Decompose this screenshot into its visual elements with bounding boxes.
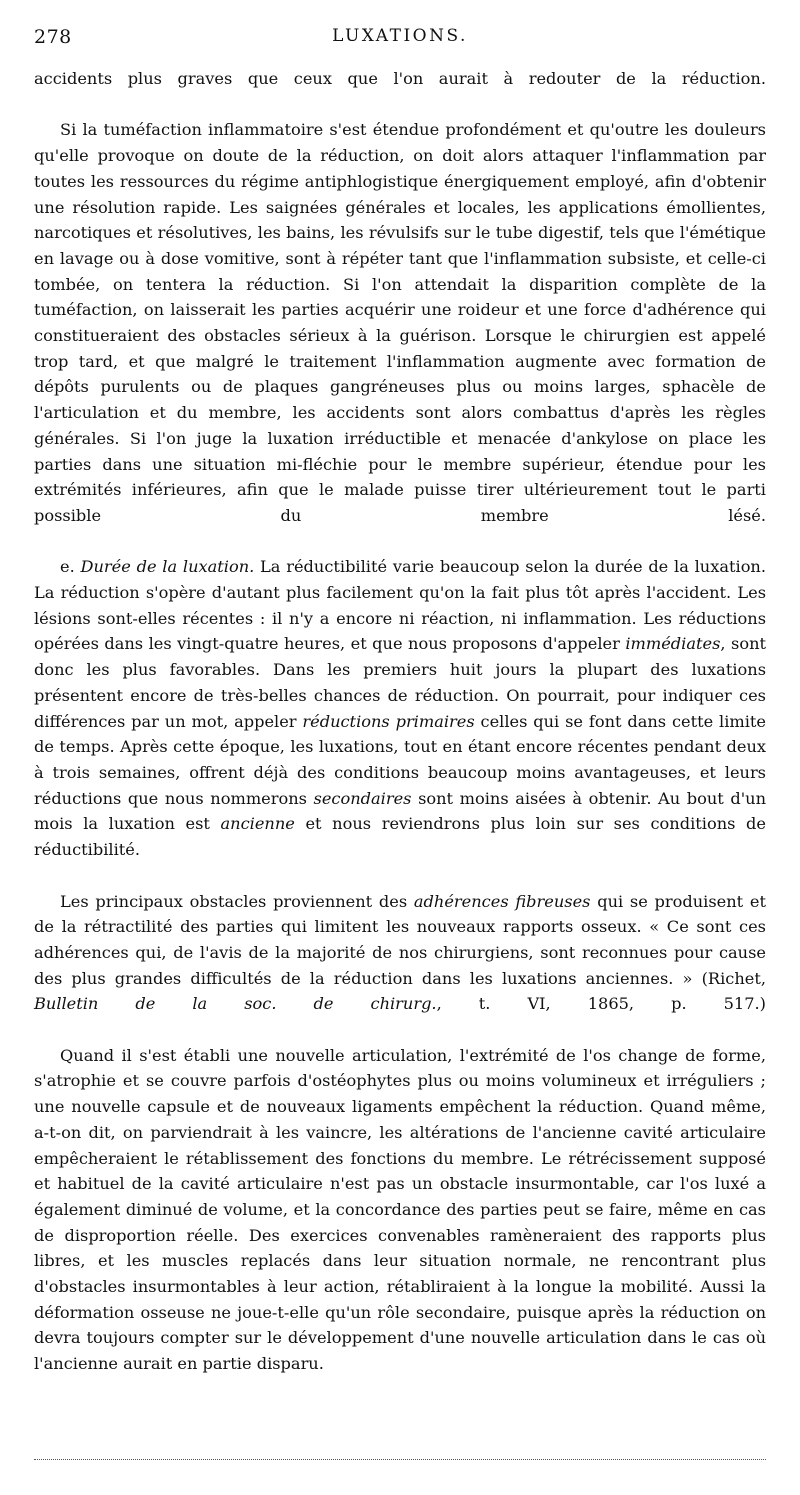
paragraph-duration: e. Durée de la luxation. La réductibilité varie beaucoup selon la durée de la luxation. La réduction s'opère d'autant plus facilement qu'on la fait plus tôt après l'accident. Les lésions sont-elles récentes : il n'y a encore ni réaction, ni inflammation. Les réductions opérées dans les vingt-quatre heures, et que nous proposons d'appeler immédiates, sont donc les plus favorables. Dans les premiers huit jours la plupart des luxations présentent encore de très-belles chances de réduction. On pourrait, pour indiquer ces différences par un mot, appeler réductions primaires celles qui se font dans cette limite de temps. Après cette époque, les luxations, tout en étant encore récentes pendant deux à trois semaines, offrent déjà des conditions beaucoup moins avantageuses, et leurs réductions que nous nommerons secondaires sont moins aisées à obtenir. Au bout d'un mois la luxation est ancienne et nous reviendrons plus loin sur ses conditions de réductibilité.	[34, 557, 767, 860]
page-header	[34, 26, 766, 52]
footer-dotted-rule	[34, 1459, 766, 1460]
emphasis-term: immédiates	[625, 634, 721, 654]
citation-title: Bulletin de la soc. de chirurg.	[34, 994, 437, 1014]
emphasis-term: adhérences fibreuses	[413, 891, 591, 911]
emphasis-term: réductions primaires	[302, 711, 475, 731]
emphasis-term: ancienne	[220, 814, 295, 834]
paragraph-treatment: Si la tuméfaction inflammatoire s'est étendue profondément et qu'outre les douleurs qu'elle provoque on doute de la réduction, on doit alors attaquer l'inflammation par toutes les ressources du régime antiphlogistique énergiquement employé, afin d'obtenir une résolution rapide. Les saignées générales et locales, les applications émollientes, narcotiques et résolutives, les bains, les révulsifs sur le tube digestif, tels que l'émétique en lavage ou à dose vomitive, sont à répéter tant que l'inflammation subsiste, et celle-ci tombée, on tentera la réduction. Si l'on attendait la disparition complète de la tuméfaction, on laisserait les parties acquérir une roideur et une force d'adhérence qui constitueraient des obstacles sérieux à la guérison. Lorsque le chirurgien est appelé trop tard, et que malgré le traitement l'inflammation augmente avec formation de dépôts purulents ou de plaques gangréneuses plus ou moins larges, sphacèle de l'articulation et du membre, les accidents sont alors combattus d'après les règles générales. Si l'on juge la luxation irréductible et menacée d'ankylose on place les parties dans une situation mi-fléchie pour le membre supérieur, étendue pour les extrémités inférieures, afin que le malade puisse tirer ultérieurement tout le parti possible du membre lésé.	[34, 120, 766, 525]
body-text	[34, 66, 766, 1377]
paragraph-new-articulation: Quand il s'est établi une nouvelle articulation, l'extrémité de l'os change de forme, s'atrophie et se couvre parfois d'ostéophytes plus ou moins volumineux et irréguliers ; une nouvelle capsule et de nouveaux ligaments empêchent la réduction. Quand même, a-t-on dit, on parviendrait à les vaincre, les altérations de l'ancienne cavité articulaire empêcheraient le rétablissement des fonctions du membre. Le rétrécissement supposé et habituel de la cavité articulaire n'est pas un obstacle insurmontable, car l'os luxé a également diminué de volume, et la concordance des parties peut se faire, même en cas de disproportion réelle. Des exercices convenables ramèneraient des rapports plus libres, et les muscles replacés dans leur situation normale, ne rencontrant plus d'obstacles insurmontables à leur action, rétabliraient à la longue la mobilité. Aussi la déformation osseuse ne joue-t-elle qu'un rôle secondaire, puisque après la réduction on devra toujours compter sur le développement d'une nouvelle articulation dans le cas où l'ancienne aurait en partie disparu.	[34, 1045, 766, 1374]
section-title: Durée de la luxation.	[80, 557, 255, 577]
paragraph-continuation: accidents plus graves que ceux que l'on aurait à redouter de la réduction.	[34, 69, 766, 88]
paragraph-obstacles: Les principaux obstacles proviennent des adhérences fibreuses qui se produisent et de la rétractilité des parties qui limitent les nouveaux rapports osseux. « Ce sont ces adhérences qui, de l'avis de la majorité de nos chirurgiens, sont reconnues pour cause des plus grandes difficultés de la réduction dans les luxations anciennes. » (Richet, Bulletin de la soc. de chirurg., t. VI, 1865, p. 517.)	[34, 891, 766, 1014]
emphasis-term: secondaires	[313, 788, 412, 808]
running-title: LUXATIONS.	[332, 26, 468, 46]
page-number: 278	[34, 26, 72, 48]
section-letter: e.	[60, 557, 75, 577]
